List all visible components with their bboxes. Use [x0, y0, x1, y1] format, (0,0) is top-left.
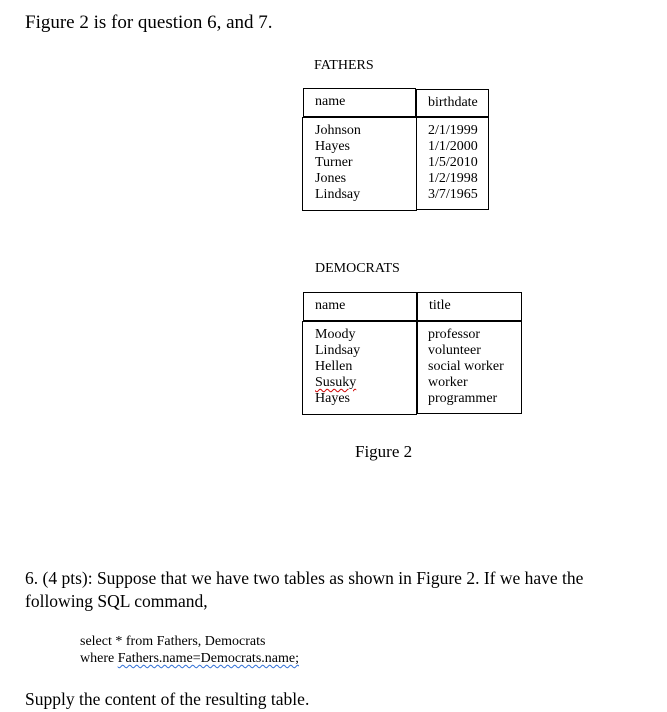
fathers-name-column	[302, 117, 417, 211]
spellcheck-flagged-word: Susuky	[315, 375, 357, 390]
democrats-name-header: name	[315, 298, 346, 313]
table-cell: Johnson	[315, 123, 361, 138]
fathers-birthdate-header: birthdate	[428, 95, 478, 110]
table-cell: Jones	[315, 171, 347, 186]
table-cell: worker	[428, 375, 468, 390]
table-cell: 1/2/1998	[428, 171, 478, 186]
intro-text: Figure 2 is for question 6, and 7.	[25, 12, 273, 33]
table-cell	[315, 375, 360, 391]
table-cell: Moody	[315, 327, 356, 342]
table-cell: professor	[428, 327, 481, 342]
table-cell: Hellen	[315, 359, 353, 374]
table-cell: 3/7/1965	[428, 187, 478, 202]
sql-line-2	[80, 651, 299, 667]
table-cell: 1/5/2010	[428, 155, 478, 170]
table-cell: Lindsay	[315, 187, 361, 202]
question-text: 6. (4 pts): Suppose that we have two tables as shown in Figure 2. If we have the following SQL command,	[25, 568, 584, 611]
sql-join-condition: Fathers.name=Democrats.name;	[117, 651, 299, 666]
table-cell: Hayes	[315, 391, 350, 406]
fathers-name-header: name	[315, 94, 346, 109]
fathers-birthdate-column	[416, 117, 489, 210]
democrats-title-header: title	[429, 298, 451, 313]
table-cell: Lindsay	[315, 343, 361, 358]
table-cell: 2/1/1999	[428, 123, 478, 138]
democrats-name-column	[302, 321, 417, 415]
table-cell: 1/1/2000	[428, 139, 478, 154]
democrats-table-title: DEMOCRATS	[315, 261, 400, 276]
fathers-table-title: FATHERS	[314, 58, 374, 73]
instruction-text: Supply the content of the resulting table.	[25, 689, 310, 709]
table-cell: Hayes	[315, 139, 350, 154]
sql-where-keyword: where	[80, 651, 118, 666]
sql-line-1: select * from Fathers, Democrats	[80, 634, 266, 649]
table-cell: social worker	[428, 359, 504, 374]
table-cell: Turner	[315, 155, 353, 170]
fathers-birthdate-header-cell	[416, 89, 489, 117]
table-cell: programmer	[428, 391, 498, 406]
figure-caption: Figure 2	[355, 442, 413, 461]
democrats-title-column	[417, 321, 522, 414]
democrats-name-header-cell	[303, 292, 417, 321]
table-cell: volunteer	[428, 343, 481, 358]
fathers-name-header-cell	[303, 88, 416, 117]
democrats-title-header-cell	[417, 292, 522, 321]
